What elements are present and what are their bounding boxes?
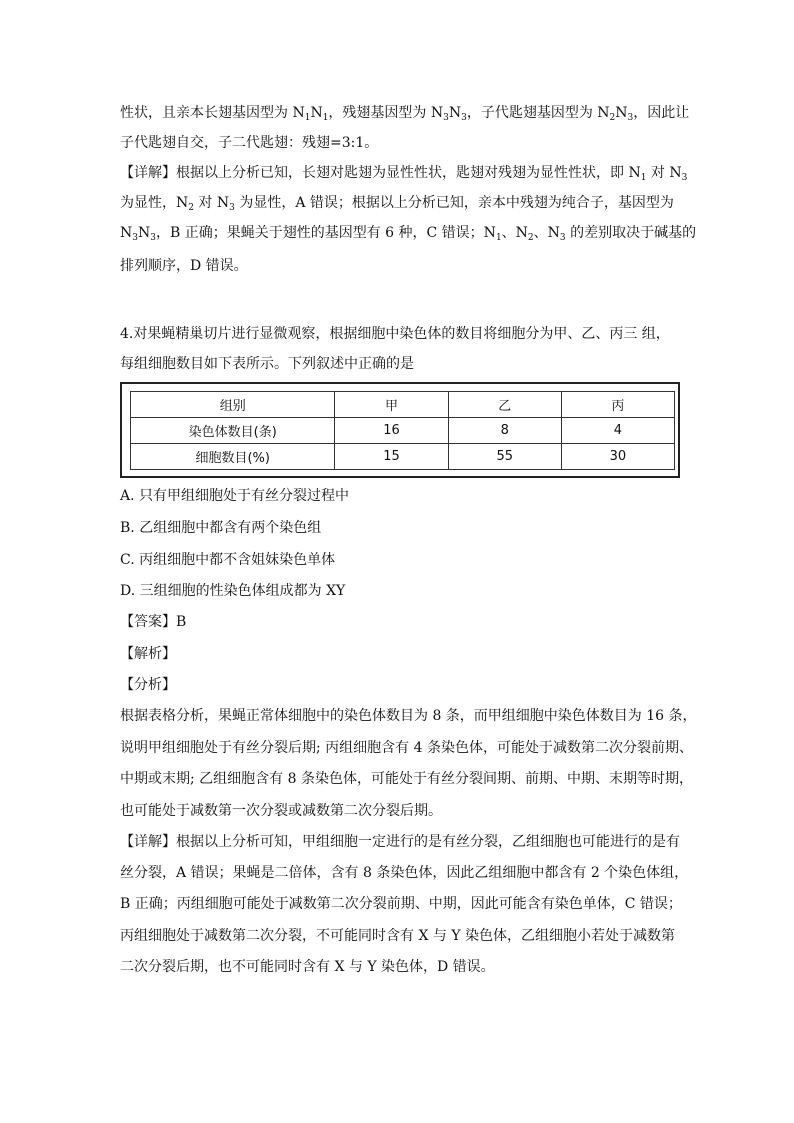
data-table-frame [120,382,680,478]
table-cell: 16 [335,418,448,444]
text-segment: 对 N [646,165,682,181]
analysis-line: 说明甲组细胞处于有丝分裂后期; 丙组细胞含有 4 条染色体，可能处于减数第二次分裂前期、 [120,740,693,756]
subscript: 2 [527,233,534,243]
text-segment: 的差别取决于碱基的 [565,225,697,241]
table-row [131,444,675,470]
fenxi-label: 【分析】 [120,677,176,693]
text-segment: 、N [501,225,528,241]
text-segment: N [615,105,628,121]
text-segment: ，因此让 [633,105,690,121]
text-segment: N [448,105,462,121]
detail-line: 丙组细胞处于减数第二次分裂，不可能同时含有 X 与 Y 染色体，乙组细胞小若处于减数第 [120,928,676,944]
table-cell: 55 [448,444,561,470]
table-cell: 甲 [335,392,448,418]
analysis-line: 也可能处于减数第一次分裂或减数第二次分裂后期。 [120,803,442,819]
table-header-row [131,392,675,418]
option-d: D. 三组细胞的性染色体组成都为 XY [120,583,346,599]
analysis-line: 中期或末期; 乙组细胞含有 8 条染色体，可能处于有丝分裂间期、前期、中期、末期等时期， [120,771,693,787]
detail-line: 二次分裂后期，也不可能同时含有 X 与 Y 染色体，D 错误。 [120,959,495,975]
subscript: 1 [495,233,502,243]
table-cell: 乙 [448,392,561,418]
table-cell: 组别 [131,392,335,418]
question-stem: 每组细胞数目如下表所示。下列叙述中正确的是 [120,356,414,372]
text-segment: N [137,225,151,241]
text-segment: ，B 正确；果蝇关于翅性的基因型有 6 种，C 错误；N [155,225,496,241]
subscript: 1 [322,113,329,123]
text-line [120,103,689,123]
question-stem: 4.对果蝇精巢切片进行显微观察，根据细胞中染色体的数目将细胞分为甲、乙、丙三 组， [120,326,670,342]
text-line [120,223,696,243]
table-cell: 细胞数目(%) [131,444,335,470]
table-cell: 4 [561,418,674,444]
text-segment: ，残翅基因型为 N [328,105,444,121]
subscript: 2 [609,113,616,123]
detail-line: 【详解】根据以上分析可知，甲组细胞一定进行的是有丝分裂，乙组细胞也可能进行的是有 [120,834,680,850]
subscript: 2 [188,203,194,213]
subscript: 3 [681,173,688,183]
text-segment: ，子代匙翅基因型为 N [466,105,610,121]
text-line [120,163,687,183]
subscript: 3 [132,233,138,243]
text-segment: 性状，且亲本长翅基因型为 N [120,105,305,121]
subscript: 3 [150,233,156,243]
subscript: 3 [559,233,566,243]
subscript: 3 [461,113,467,123]
subscript: 3 [229,203,235,213]
option-b: B. 乙组细胞中都含有两个染色组 [120,520,322,536]
data-table [130,391,675,470]
subscript: 1 [640,173,647,183]
text-segment: N [120,225,133,241]
text-line: 子代匙翅自交，子二代匙翅：残翅=3:1。 [120,135,379,151]
text-line: 排列顺序，D 错误。 [120,258,248,274]
analysis-line: 根据表格分析，果蝇正常体细胞中的染色体数目为 8 条，而甲组细胞中染色体数目为 16 条， [120,708,697,724]
jiexi-label: 【解析】 [120,646,176,662]
subscript: 3 [627,113,634,123]
text-segment: 为显性，N [120,195,189,211]
text-segment: 、N [533,225,560,241]
option-a: A. 只有甲组细胞处于有丝分裂过程中 [120,488,350,504]
subscript: 3 [443,113,449,123]
table-cell: 30 [561,444,674,470]
text-segment: 【详解】根据以上分析已知，长翅对匙翅为显性性状，匙翅对残翅为显性性状，即 N [120,165,641,181]
text-segment: 为显性，A 错误；根据以上分析已知，亲本中残翅为纯合子，基因型为 [234,195,674,211]
detail-line: B 正确；丙组细胞可能处于减数第二次分裂前期、中期，因此可能含有染色单体，C 错误； [120,896,682,912]
text-segment: N [310,105,323,121]
option-c: C. 丙组细胞中都不含姐妹染色单体 [120,552,336,568]
table-cell: 15 [335,444,448,470]
table-cell: 染色体数目(条) [131,418,335,444]
table-row [131,418,675,444]
table-cell: 8 [448,418,561,444]
table-cell: 丙 [561,392,674,418]
text-line [120,193,674,213]
subscript: 1 [304,113,311,123]
detail-line: 丝分裂，A 错误；果蝇是二倍体，含有 8 条染色体，因此乙组细胞中都含有 2 个染色体组， [120,865,689,881]
text-segment: 对 N [193,195,230,211]
answer-label: 【答案】B [120,614,187,630]
